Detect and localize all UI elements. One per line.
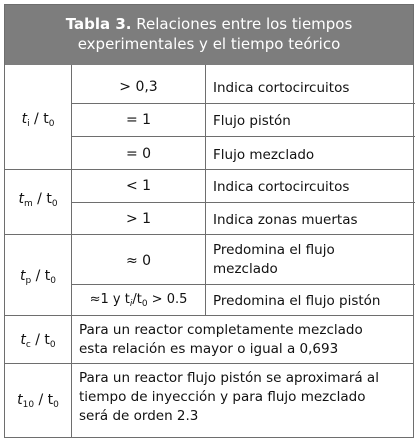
ratio-tc-t0: $t_c / t_0$ xyxy=(20,332,56,350)
group-divider xyxy=(5,315,413,316)
result-cell: Indica cortocircuitos xyxy=(213,179,350,195)
description-cell: Para un reactor completamente mezclado esta relación es mayor o igual a 0,693 xyxy=(79,322,363,357)
group-divider xyxy=(5,363,413,364)
row-divider xyxy=(72,202,415,203)
result-cell: Indica cortocircuitos xyxy=(213,80,350,96)
row-divider xyxy=(72,103,415,104)
caption-title-line2: experimentales y el tiempo teórico xyxy=(77,35,341,53)
caption-title-line1: Relaciones entre los tiempos xyxy=(136,15,353,33)
description-cell: Para un reactor flujo pistón se aproximará al tiempo de inyección y para flujo mezclado será de orden 2.3 xyxy=(79,370,379,424)
condition-cell: ≈ 0 xyxy=(125,253,152,269)
condition-cell: > 1 xyxy=(125,211,152,227)
ratio-tm-t0: $t_m / t_0$ xyxy=(18,191,58,209)
ratio-t10-t0: $t_{10} / t_0$ xyxy=(17,392,59,410)
row-divider xyxy=(72,284,415,285)
condition-cell: < 1 xyxy=(125,178,152,194)
result-cell: Flujo mezclado xyxy=(213,147,315,163)
condition-cell: = 1 xyxy=(125,112,152,128)
result-cell: Predomina el flujo mezclado xyxy=(213,242,335,277)
row-divider xyxy=(72,136,415,137)
result-cell: Predomina el flujo pistón xyxy=(213,293,381,309)
caption-label: Tabla 3. xyxy=(65,15,132,33)
group-divider xyxy=(5,234,413,235)
result-cell: Flujo pistón xyxy=(213,113,291,129)
condition-cell: = 0 xyxy=(125,146,152,162)
ratio-tp-t0: $t_p / t_0$ xyxy=(19,268,57,286)
table-frame xyxy=(4,4,414,438)
group-divider xyxy=(5,169,413,170)
condition-cell: ≈1 y $t_i/t_0 > 0.5$ xyxy=(89,292,188,309)
condition-cell: > 0,3 xyxy=(119,79,158,95)
ratio-ti-t0: $t_i / t_0$ xyxy=(21,111,55,129)
table-caption xyxy=(5,5,413,65)
result-cell: Indica zonas muertas xyxy=(213,212,358,228)
